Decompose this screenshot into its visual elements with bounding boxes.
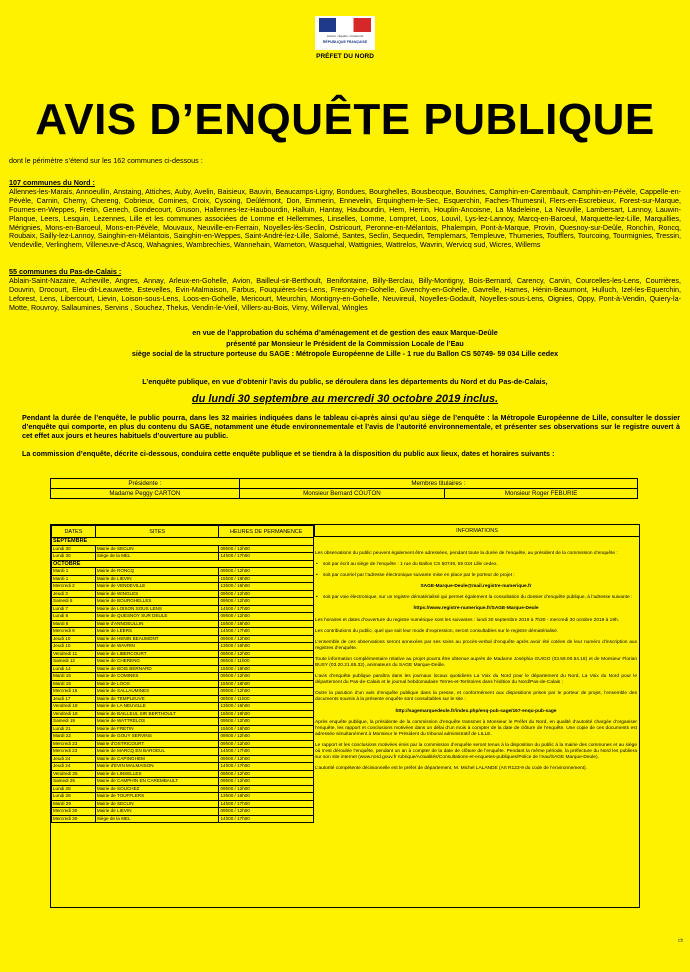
- schedule-row: [52, 545, 314, 553]
- schedule-row: [52, 680, 314, 688]
- hours-cell: 13h00 / 16h00: [219, 793, 314, 801]
- info-website-intro: Outre la parution d’un avis d’enquête publique dans la presse, et conformément aux dispositions prises par le porteur de projet, l’ensemble des documents soumis à la présente enquête sont consultables sur le site :: [315, 691, 637, 703]
- date-cell: Vendredi 25: [52, 770, 96, 778]
- date-cell: Mercredi 23: [52, 740, 96, 748]
- site-cell: Mairie de BAILLEUL SIR BERTHOULT: [95, 710, 219, 718]
- date-cell: Vendredi 11: [52, 650, 96, 658]
- paragraph-consultation: Pendant la durée de l’enquête, le public pourra, dans les 32 mairies indiquées dans le tableau ci-après ainsi qu’au siège de l’enquête : la Métropole Européenne de Lille, consulter le dossier d’enquête qui comporte, en plus du contenu du SAGE, notamment une étude environnementale et l’avis de l’autorité environnementale, et présenter ses observations sur le registre ouvert à cet effet aux jours et heures habituels d’ouverture au public.: [22, 413, 680, 440]
- purpose-line1: en vue de l’approbation du schéma d’aménagement et de gestion des eaux Marque-Deûle: [192, 328, 498, 337]
- header-dates: DATES: [52, 526, 96, 538]
- hours-cell: 14h00 / 17h00: [219, 628, 314, 636]
- hours-cell: 14h00 / 17h00: [219, 748, 314, 756]
- enquete-line: L’enquête publique, en vue d’obtenir l’avis du public, se déroulera dans les départements du Nord et du Pas-de-Calais,: [142, 377, 548, 386]
- site-cell: Mairie de LEERS: [95, 628, 219, 636]
- schedule-row: [52, 800, 314, 808]
- site-cell: Mairie de SALLAUMINES: [95, 688, 219, 696]
- hours-cell: 09h00 / 12h00: [219, 688, 314, 696]
- nord-heading: 107 communes du Nord :: [9, 178, 95, 187]
- hours-cell: 09h00 / 12h00: [219, 778, 314, 786]
- info-register-url[interactable]: https://www.registre-numerique.fr/SAGE-Marque-Deule: [413, 606, 539, 612]
- date-cell: Jeudi 24: [52, 763, 96, 771]
- hours-cell: 09h00 / 12h00: [219, 545, 314, 553]
- schedule-row: [52, 703, 314, 711]
- month-label: OCTOBRE: [52, 560, 314, 568]
- hours-cell: 09h00 / 12h00: [219, 755, 314, 763]
- hours-cell: 15h00 / 18h00: [219, 665, 314, 673]
- date-cell: Samedi 12: [52, 658, 96, 666]
- date-cell: Lundi 30: [52, 545, 96, 553]
- hours-cell: 14h00 / 17h00: [219, 815, 314, 823]
- logo-motto: Liberté • Égalité • Fraternité: [326, 34, 364, 38]
- paragraph-commission: La commission d’enquête, décrite ci-dessous, conduira cette enquête publique et se tiendra à la disposition du public aux lieux, dates et horaires suivants :: [22, 449, 555, 458]
- date-cell: Lundi 28: [52, 785, 96, 793]
- schedule-row: [52, 628, 314, 636]
- date-cell: Mardi 15: [52, 673, 96, 681]
- site-cell: Mairie de CHERENG: [95, 658, 219, 666]
- site-cell: Mairie d'ANNOEULLIN: [95, 620, 219, 628]
- schedule-row: [52, 650, 314, 658]
- info-contributions: Les contributions du public, quel que soit leur mode d’expression, seront consultables sur le registre dématérialisé.: [315, 628, 559, 634]
- president-name: Madame Peggy CARTON: [51, 489, 240, 499]
- header-hours: HEURES DE PERMANENCE: [219, 526, 314, 538]
- site-cell: Mairie de CAMPHIN EN CAREMBAULT: [95, 778, 219, 786]
- hours-cell: 09h00 / 12h00: [219, 785, 314, 793]
- hours-cell: 15h00 / 18h00: [219, 725, 314, 733]
- site-cell: Mairie de SECLIN: [95, 800, 219, 808]
- schedule-row: [52, 583, 314, 591]
- info-authority: L’autorité compétente décisionnelle est le préfet de département, M. Michel LALANDE (Art R123-9 du code de l’environnement).: [315, 766, 587, 772]
- date-cell: Mardi 29: [52, 800, 96, 808]
- schedule-row: [52, 778, 314, 786]
- site-cell: Mairie de FRETIN: [95, 725, 219, 733]
- date-cell: Mardi 1: [52, 568, 96, 576]
- info-contacts: Toute information complémentaire relative au projet pourra être obtenue auprès de Madame Joséphia GUIGO (03.59.00.64.18) et de Monsieur Florian BUSY (03.20.21.65.32), animateurs du SAGE Marque-Deûle.: [315, 656, 637, 669]
- hours-cell: 09h00 / 12h00: [219, 635, 314, 643]
- site-cell: Mairie de GOUY SERVINS: [95, 733, 219, 741]
- date-cell: Lundi 7: [52, 605, 96, 613]
- header-sites: SITES: [95, 526, 219, 538]
- date-cell: Samedi 5: [52, 598, 96, 606]
- date-cell: Mercredi 9: [52, 628, 96, 636]
- info-bullet-email: • soit par courriel par l’adresse électronique suivante mise en place par le porteur de projet :: [315, 573, 637, 579]
- site-cell: Mairie de WATTRELOS: [95, 718, 219, 726]
- schedule-row: [52, 598, 314, 606]
- purpose-line3: siège social de la structure porteuse du SAGE : Métropole Européenne de Lille - 1 rue du Ballon CS 50749- 59 034 Lille cedex: [131, 349, 559, 358]
- date-cell: Vendredi 18: [52, 703, 96, 711]
- schedule-row: [52, 725, 314, 733]
- information-block: [315, 551, 637, 777]
- schedule-row: [52, 688, 314, 696]
- month-row: [52, 538, 314, 546]
- nord-communes: Allennes-les-Marais, Annoeullin, Anstaing, Attiches, Auby, Avelin, Baisieux, Bauvin, Beaucamps-Ligny, Bondues, Bourghelles, Bousbecque, Bouvines, Camphin-en-Carembault, Camphin-en-Pévèle, Cappelle-en-Pévèle, Carnin, Chemy, Chereng, Cobrieux, Comines, Croix, Cysoing, Deûlémont, Don, Emmerin, Ennevelin, Erquinghem-le-Sec, Esquerchin, Faches-Thumesnil, Flers-en-Escrebieux, Forest-sur-Marque, Fournes-en-Weppes, Fretin, Genech, Gondecourt, Gruson, Hallennes-lez-Haubourdin, Halluin, Hantay, Haubourdin, Hem, Herrin, Houplin-Ancoisne, La Madeleine, La Neuville, Lambersart, Lannoy, Lauwin-Planque, Leers, Lesquin, Lezennes, Lille et les communes associées de Lomme et Hellemmes, Linselles, Lomme, Lompret, Loos, Louvil, Lys-lez-Lannoy, Marcq-en-Baroeul, Marquette-lez-Lille, Marquillies, Mérignies, Mons-en-Baroeul, Mons-en-Pévèle, Mouvaux, Neuville-en-Ferrain, Noyelles-lès-Seclin, Ostricourt, Peronne-en-Mélantois, Phalempin, Pont-à-Marque, Provin, Quesnoy-sur-Deûle, Ronchin, Roncq, Roubaix, Sailly-lez-Lannoy, Sainghin-en-Mélantois, Sainghin-en-Weppes, Saint-André-lez-Lille, Salomé, Santes, Seclin, Sequedin, Templemars, Templeuve, Thumeries, Toufflers, Tourcoing, Tourmignies, Tressin, Vendeville, Verlinghem, Villeneuve-d'Ascq, Wahagnies, Wambrechies, Wannehain, Warneton, Wasquehal, Wattignies, Wattrelos, Wavrin, Wervicq sud, Wicres, Willems: [9, 186, 681, 250]
- logo-republic: RÉPUBLIQUE FRANÇAISE: [322, 40, 368, 44]
- date-cell: Lundi 21: [52, 725, 96, 733]
- hours-cell: 14h00 / 17h00: [219, 800, 314, 808]
- schedule-row: [52, 785, 314, 793]
- schedule-row: [52, 695, 314, 703]
- schedule-row: [52, 658, 314, 666]
- info-website-url[interactable]: http://sagemarquedeule.fr/index.php/enq-pub-sage/167-enqu-pub-sage: [395, 708, 557, 714]
- site-cell: Mairie de LINSELLES: [95, 770, 219, 778]
- date-cell: Lundi 28: [52, 793, 96, 801]
- date-cell: Mardi 1: [52, 575, 96, 583]
- site-cell: Mairie de COMINES: [95, 673, 219, 681]
- info-email-address[interactable]: SAGE-Marque-Deule@mail.registre-numerique.fr: [420, 584, 532, 590]
- site-cell: Mairie de WAVRIN: [95, 643, 219, 651]
- site-cell: Mairie de LA NEUVILLE: [95, 703, 219, 711]
- pdc-heading: 55 communes du Pas-de-Calais :: [9, 267, 122, 276]
- site-cell: Mairie de BOIS BERNARD: [95, 665, 219, 673]
- info-register-hours: Les horaires et dates d’ouverture du registre numérique sont les suivantes : lundi 30 septembre 2019 à 7h30 - mercredi 30 octobre 2019 à 19h.: [315, 617, 619, 623]
- schedule-table: [51, 525, 314, 823]
- hours-cell: 09h00 / 12h00: [219, 590, 314, 598]
- date-cell: Vendredi 18: [52, 710, 96, 718]
- pdc-section: [9, 268, 681, 313]
- site-cell: Mairie de CAPINGHEM: [95, 755, 219, 763]
- schedule-row: [52, 763, 314, 771]
- hours-cell: 08h00 / 11h00: [219, 695, 314, 703]
- schedule-row: [52, 673, 314, 681]
- date-cell: Mercredi 23: [52, 748, 96, 756]
- schedule-row: [52, 620, 314, 628]
- date-cell: Lundi 30: [52, 553, 96, 561]
- date-cell: Mercredi 30: [52, 815, 96, 823]
- side-mark: ch: [678, 938, 684, 944]
- date-cell: Lundi 14: [52, 665, 96, 673]
- schedule-row: [52, 748, 314, 756]
- hours-cell: 09h00 / 12h00: [219, 808, 314, 816]
- hours-cell: 09h00 / 12h00: [219, 568, 314, 576]
- purpose-line2: présenté par Monsieur le Président de la Commission Locale de l’Eau: [226, 338, 464, 348]
- info-report: Le rapport et les conclusions motivées émis par la commission d’enquête seront tenus à la disposition du public à la mairie des communes et au siège où s’est déroulée l’enquête, pendant un an à compter de la date de clôture de l’enquête. Pendant la même période, la préfecture du Nord les publiera sur son site internet (www.nord.gouv.fr rubrique/Actualités/Consultations-et-enquetes-publiques/Police de l’eau/SAGE Marque-Deule).: [315, 742, 637, 761]
- date-cell: Jeudi 10: [52, 643, 96, 651]
- marianne-logo: [315, 16, 375, 50]
- date-cell: Mardi 15: [52, 680, 96, 688]
- site-cell: Mairie de WINGLES: [95, 590, 219, 598]
- hours-cell: 08h00 / 11h00: [219, 658, 314, 666]
- commission-table: [50, 478, 638, 499]
- hours-cell: 14h00 / 17h00: [219, 605, 314, 613]
- schedule-row: [52, 613, 314, 621]
- nord-section: [9, 179, 681, 250]
- schedule-row: [52, 605, 314, 613]
- hours-cell: 15h00 / 18h00: [219, 575, 314, 583]
- schedule-row: [52, 793, 314, 801]
- hours-cell: 09h00 / 12h00: [219, 650, 314, 658]
- site-cell: Mairie d'EVIN MALMAISON: [95, 763, 219, 771]
- site-cell: Mairie de LOOS: [95, 680, 219, 688]
- schedule-row: [52, 590, 314, 598]
- member1-name: Monsieur Bernard COUTON: [239, 489, 445, 499]
- hours-cell: 15h00 / 18h00: [219, 680, 314, 688]
- hours-cell: 14h00 / 17h00: [219, 763, 314, 771]
- date-cell: Mercredi 16: [52, 688, 96, 696]
- schedule-row: [52, 815, 314, 823]
- schedule-row: [52, 575, 314, 583]
- info-bullet-online: • soit par voie électronique, sur un registre dématérialisé qui permet également la consultation du dossier d’enquête publique, à l’adresse suivante :: [315, 595, 637, 601]
- site-cell: Mairie de LOISON SOUS LENS: [95, 605, 219, 613]
- page-title: AVIS D’ENQUÊTE PUBLIQUE: [35, 95, 655, 144]
- schedule-row: [52, 710, 314, 718]
- site-cell: Siège de la MEL: [95, 815, 219, 823]
- prefect-label: PRÉFET DU NORD: [316, 53, 374, 60]
- schedule-row: [52, 553, 314, 561]
- info-bullet-post: • soit par écrit au siège de l’enquête : 1 rue du Ballon CS 50749, 59 034 Lille cedex.: [315, 562, 637, 568]
- members-label: Membres titulaires :: [239, 479, 637, 489]
- pdc-communes: Ablain-Saint-Nazaire, Acheville, Angres, Annay, Arleux-en-Gohelle, Avion, Bailleul-sir-Berthoult, Benifontaine, Billy-Berclau, Billy-Montigny, Bois-Bernard, Carency, Carvin, Courcelles-les-Lens, Courrières, Douvrin, Drocourt, Eleu-dit-Leauwette, Estevelles, Evin-Malmaison, Farbus, Fouquières-les-Lens, Fresnoy-en-Gohelle, Givenchy-en-Gohelle, Gavrelle, Hames, Hénin-Beaumont, Hulluch, Izel-les-Equerchin, Leforest, Lens, Libercourt, Lievin, Loison-sous-Lens, Loos-en-Gohelle, Mericourt, Meurchin, Montigny-en-Gohelle, Neuvireuil, Noyelles-Godault, Noyelles-sous-Lens, Oignies, Oppy, Pont-à-Vendin, Quiery-la-Motte, Rouvroy, Sallaumines, Servins , Souchez, Thelus, Vendin-le-Vieil, Villers-au-Bois, Vimy, Willerval, Wingles: [9, 275, 681, 312]
- info-observations: Les observations du public peuvent également être adressées, pendant toute la durée de l’enquête, au président de la commission d’enquête :: [315, 551, 618, 556]
- site-cell: Mairie de LIBERCOURT: [95, 650, 219, 658]
- hours-cell: 15h00 / 18h00: [219, 620, 314, 628]
- schedule-row: [52, 808, 314, 816]
- site-cell: Mairie de MARCQ EN BAROEUL: [95, 748, 219, 756]
- site-cell: Mairie de RONCQ: [95, 568, 219, 576]
- schedule-row: [52, 740, 314, 748]
- date-cell: Mercredi 30: [52, 808, 96, 816]
- site-cell: Mairie de HENIN BEAUMONT: [95, 635, 219, 643]
- info-after-enquiry: Après enquête publique, la présidente de la commission d’enquête transmet à Monsieur le Préfet du Nord, en qualité d’autorité chargée d’organiser l’enquête, les rapport et conclusions motivées dans un délai d’un mois à compter de la date de clôture de l’enquête. Une copie de ces documents est adressée simultanément à Monsieur le Président du tribunal administratif de LILLE.: [315, 719, 637, 737]
- president-label: Présidente :: [51, 479, 240, 489]
- schedule-row: [52, 643, 314, 651]
- date-cell: Samedi 26: [52, 778, 96, 786]
- site-cell: Mairie de QUESNOY SUR DEULE: [95, 613, 219, 621]
- site-cell: Mairie de SOUCHEZ: [95, 785, 219, 793]
- schedule-row: [52, 770, 314, 778]
- site-cell: Mairie de VENDEVILLE: [95, 583, 219, 591]
- schedule-row: [52, 718, 314, 726]
- date-cell: Jeudi 17: [52, 695, 96, 703]
- schedule-row: [52, 568, 314, 576]
- month-row: [52, 560, 314, 568]
- date-cell: Jeudi 24: [52, 755, 96, 763]
- schedule-row: [52, 755, 314, 763]
- site-cell: Mairie de SECLIN: [95, 545, 219, 553]
- schedule-section: [50, 524, 640, 908]
- date-cell: Samedi 19: [52, 718, 96, 726]
- hours-cell: 13h00 / 16h00: [219, 583, 314, 591]
- site-cell: Mairie de LIEVIN: [95, 575, 219, 583]
- hours-cell: 15h00 / 18h00: [219, 710, 314, 718]
- purpose-block: [9, 328, 681, 360]
- date-cell: Mardi 8: [52, 620, 96, 628]
- date-cell: Lundi 8: [52, 613, 96, 621]
- date-cell: Mardi 22: [52, 733, 96, 741]
- flag-icon: [319, 18, 371, 32]
- hours-cell: 09h00 / 12h00: [219, 740, 314, 748]
- intro-text: dont le périmètre s’étend sur les 162 communes ci-dessous :: [9, 156, 203, 165]
- site-cell: Mairie de LIEVIN: [95, 808, 219, 816]
- site-cell: Mairie de BOURGHELLES: [95, 598, 219, 606]
- hours-cell: 13h00 / 16h00: [219, 643, 314, 651]
- hours-cell: 09h00 / 12h00: [219, 673, 314, 681]
- hours-cell: 09h00 / 12h00: [219, 718, 314, 726]
- site-cell: Siège de la MEL: [95, 553, 219, 561]
- date-cell: Mercredi 2: [52, 583, 96, 591]
- hours-cell: 09h00 / 12h00: [219, 598, 314, 606]
- site-cell: Mairie d'OSTRICOURT: [95, 740, 219, 748]
- schedule-row: [52, 733, 314, 741]
- date-cell: Jeudi 10: [52, 635, 96, 643]
- prefecture-logo: [300, 16, 390, 60]
- schedule-row: [52, 665, 314, 673]
- enquete-dates: du lundi 30 septembre au mercredi 30 octobre 2019 inclus.: [191, 393, 499, 405]
- hours-cell: 09h00 / 12h00: [219, 613, 314, 621]
- hours-cell: 09h00 / 12h00: [219, 770, 314, 778]
- date-cell: Jeudi 3: [52, 590, 96, 598]
- site-cell: Mairie de TOUFFLERS: [95, 793, 219, 801]
- month-label: SEPTEMBRE: [52, 538, 314, 546]
- info-annexed: L’ensemble de ces observations seront annexées par ses soins au procès-verbal d’enquête après avoir été cotées de leur numéro d’inscription aux registres d’enquête.: [315, 639, 637, 651]
- member2-name: Monsieur Roger FEBURIE: [445, 489, 638, 499]
- hours-cell: 09h00 / 12h00: [219, 733, 314, 741]
- hours-cell: 13h00 / 16h00: [219, 703, 314, 711]
- site-cell: Mairie de TEMPLEUVE: [95, 695, 219, 703]
- schedule-row: [52, 635, 314, 643]
- info-press: L’avis d’enquête publique paraîtra dans les journaux locaux quotidiens La Voix du Nord pour le département du Nord, La Voix du Nord pour le département du Pas-de-Calais et le journal hebdomadaire Terres-et-Territoires dans l’édition du Nord/Pas-de-Calais ;: [315, 674, 637, 686]
- hours-cell: 14h00 / 17h00: [219, 553, 314, 561]
- header-informations: INFORMATIONS: [314, 525, 639, 537]
